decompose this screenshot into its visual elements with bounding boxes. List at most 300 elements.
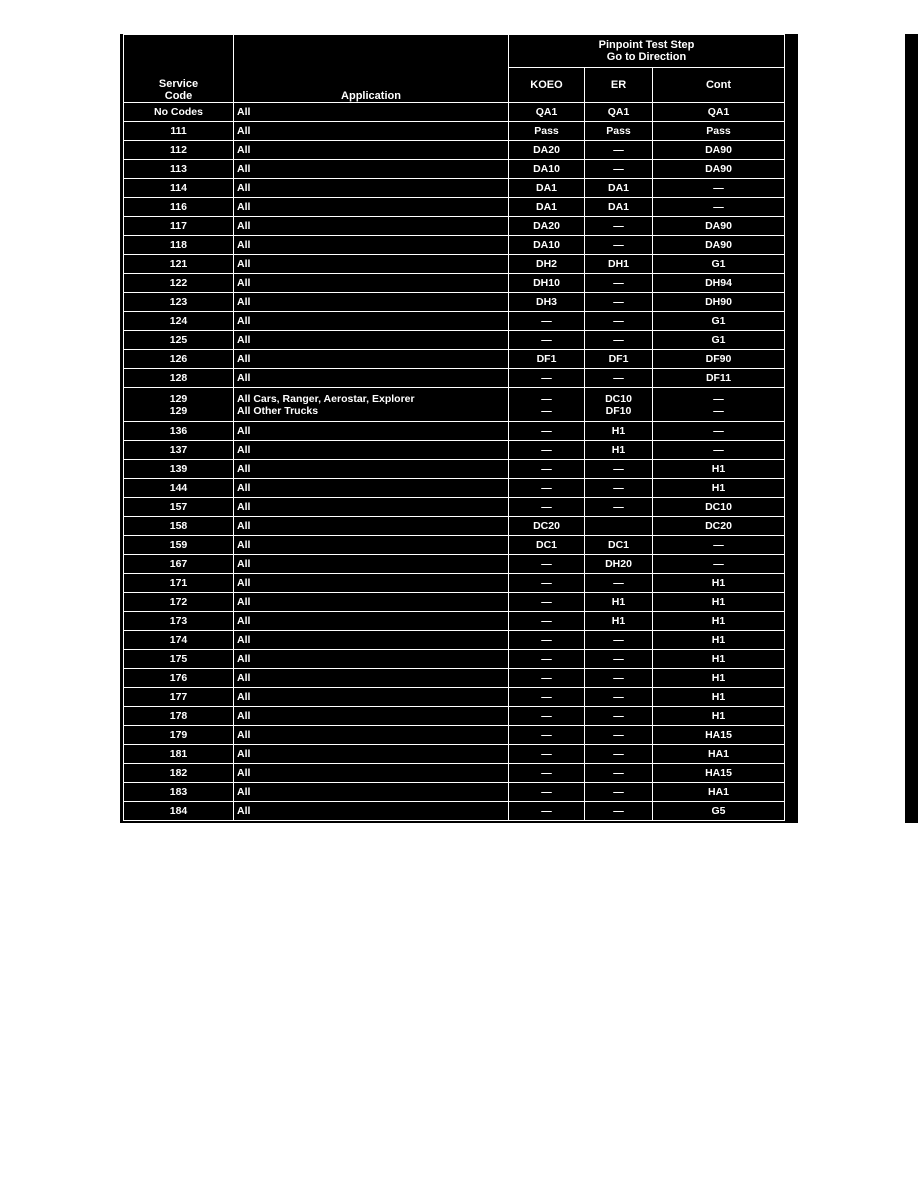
application-cell [234, 350, 509, 369]
cont-cell [653, 103, 785, 122]
cell-text: All [237, 691, 251, 703]
application-cell [234, 631, 509, 650]
service-code-cell [124, 255, 234, 274]
cell-text: HA1 [707, 748, 729, 760]
application-cell [234, 764, 509, 783]
cell-text: H1 [711, 653, 726, 665]
koeo-cell [509, 422, 585, 441]
service-code-cell [124, 350, 234, 369]
cell-text: — [613, 163, 624, 175]
application-cell [234, 593, 509, 612]
cell-text: — [613, 691, 624, 703]
header-group-line-2: Go to Direction [606, 51, 687, 63]
koeo-cell [509, 593, 585, 612]
er-cell [585, 593, 653, 612]
table-row [124, 160, 785, 179]
cell-text: H1 [611, 596, 626, 608]
service-code-cell [124, 498, 234, 517]
cell-text: 112 [170, 144, 187, 156]
service-code-cell [124, 479, 234, 498]
cell-text: DF10 [605, 404, 632, 417]
table-row [124, 707, 785, 726]
cell-text: 117 [170, 220, 187, 232]
service-code-cell [124, 141, 234, 160]
cont-cell [653, 555, 785, 574]
cell-text: All [237, 634, 251, 646]
cell-text: — [613, 501, 624, 513]
cell-text: — [541, 315, 552, 327]
cont-cell [653, 498, 785, 517]
header-er-label: ER [610, 79, 627, 91]
cell-text: — [541, 404, 552, 417]
cell-text: G1 [711, 258, 726, 270]
header-er [585, 68, 653, 103]
er-cell [585, 312, 653, 331]
cell-text: — [613, 220, 624, 232]
application-cell [234, 198, 509, 217]
cell-text: H1 [711, 634, 726, 646]
koeo-cell [509, 479, 585, 498]
application-cell [234, 388, 509, 422]
service-code-cell [124, 650, 234, 669]
cell-text: DH1 [607, 258, 629, 270]
service-code-cell [124, 631, 234, 650]
cell-text: — [613, 710, 624, 722]
cell-text: DA90 [705, 144, 732, 156]
cell-text: All Other Trucks [237, 404, 319, 417]
cell-text: — [541, 392, 552, 405]
cont-cell [653, 745, 785, 764]
cell-text: HA15 [705, 767, 732, 779]
koeo-cell [509, 612, 585, 631]
cell-text: — [541, 482, 552, 494]
cell-text: All [237, 296, 251, 308]
header-cont-label: Cont [705, 79, 732, 91]
cell-text: 124 [169, 315, 188, 327]
cell-text: All [237, 258, 251, 270]
cell-text: DH2 [535, 258, 557, 270]
cell-text: All [237, 520, 251, 532]
header-group-line-1: Pinpoint Test Step [598, 39, 695, 51]
cont-cell [653, 726, 785, 745]
table-row [124, 650, 785, 669]
cell-text: All [237, 334, 251, 346]
koeo-cell [509, 802, 585, 821]
application-cell [234, 103, 509, 122]
cell-text: 129 [169, 392, 188, 405]
cell-text: 171 [169, 577, 188, 589]
table-row [124, 460, 785, 479]
service-code-cell [124, 198, 234, 217]
cell-text: All [237, 353, 251, 365]
cont-cell [653, 312, 785, 331]
cell-text: DH20 [605, 558, 632, 570]
cell-text: DA20 [533, 220, 560, 232]
table-row [124, 103, 785, 122]
service-code-table [123, 34, 785, 821]
cell-text: 111 [170, 125, 187, 137]
er-cell [585, 745, 653, 764]
cell-text: 181 [169, 748, 188, 760]
service-code-cell [124, 103, 234, 122]
koeo-cell [509, 179, 585, 198]
cell-text: 113 [170, 163, 187, 175]
cell-text: — [541, 501, 552, 513]
service-code-cell [124, 441, 234, 460]
cell-text: All [237, 315, 251, 327]
cell-text: — [613, 315, 624, 327]
cell-text: — [541, 710, 552, 722]
cell-text: — [613, 577, 624, 589]
cell-text: HA15 [705, 729, 732, 741]
header-service-code [124, 35, 234, 103]
cell-text: H1 [711, 482, 726, 494]
cell-text: 173 [169, 615, 188, 627]
table-row [124, 388, 785, 422]
cont-cell [653, 350, 785, 369]
er-cell [585, 422, 653, 441]
cell-text: — [613, 805, 624, 817]
cell-text: — [541, 334, 552, 346]
table-row [124, 517, 785, 536]
cell-text: — [613, 296, 624, 308]
table-row [124, 783, 785, 802]
application-cell [234, 536, 509, 555]
table-row [124, 331, 785, 350]
cell-text: — [613, 634, 624, 646]
cell-text: — [541, 748, 552, 760]
application-cell [234, 141, 509, 160]
cont-cell [653, 764, 785, 783]
cell-text: All [237, 767, 251, 779]
cell-text: Pass [706, 125, 731, 137]
cell-text: H1 [711, 710, 726, 722]
cell-text: H1 [711, 672, 726, 684]
cont-cell [653, 255, 785, 274]
table-row [124, 293, 785, 312]
cell-text: DC1 [607, 539, 629, 551]
cell-text: All [237, 748, 251, 760]
er-cell [585, 631, 653, 650]
application-cell [234, 726, 509, 745]
cell-text: DA1 [607, 201, 629, 213]
cell-text: — [541, 653, 552, 665]
cont-cell [653, 707, 785, 726]
cell-text: All [237, 577, 251, 589]
table-row [124, 479, 785, 498]
er-cell [585, 783, 653, 802]
service-code-cell [124, 369, 234, 388]
cont-cell [653, 650, 785, 669]
table-row [124, 274, 785, 293]
cell-text: — [541, 444, 552, 456]
cell-text: 125 [169, 334, 188, 346]
header-koeo-label: KOEO [530, 79, 563, 91]
cell-text: 121 [169, 258, 188, 270]
cell-text: All [237, 786, 251, 798]
application-cell [234, 669, 509, 688]
cell-text: H1 [611, 444, 626, 456]
cell-text: 177 [169, 691, 188, 703]
cont-cell [653, 783, 785, 802]
cell-text: All [237, 425, 251, 437]
application-cell [234, 460, 509, 479]
cell-text: 136 [169, 425, 188, 437]
table-row [124, 555, 785, 574]
cell-text: DC20 [533, 520, 560, 532]
service-code-cell [124, 236, 234, 255]
cell-text: — [613, 144, 624, 156]
service-code-cell [124, 274, 234, 293]
cell-text: All [237, 805, 251, 817]
cell-text: 184 [169, 805, 188, 817]
cell-text: — [613, 653, 624, 665]
cell-text: 122 [169, 277, 188, 289]
cont-cell [653, 631, 785, 650]
table-row [124, 669, 785, 688]
cell-text: 129 [169, 404, 188, 417]
application-cell [234, 160, 509, 179]
application-cell [234, 707, 509, 726]
service-code-cell [124, 388, 234, 422]
table-row [124, 593, 785, 612]
service-code-cell [124, 517, 234, 536]
service-code-cell [124, 669, 234, 688]
cell-text: All [237, 729, 251, 741]
koeo-cell [509, 160, 585, 179]
cont-cell [653, 479, 785, 498]
application-cell [234, 293, 509, 312]
cell-text: — [713, 404, 724, 417]
cell-text: — [541, 691, 552, 703]
cell-text: H1 [711, 577, 726, 589]
service-code-cell [124, 745, 234, 764]
koeo-cell [509, 688, 585, 707]
cell-text: All [237, 615, 251, 627]
er-cell [585, 517, 653, 536]
cell-text: Pass [534, 125, 559, 137]
cell-text: DF11 [705, 372, 732, 384]
er-cell [585, 179, 653, 198]
koeo-cell [509, 669, 585, 688]
table-row [124, 802, 785, 821]
koeo-cell [509, 388, 585, 422]
cell-text: — [713, 539, 724, 551]
application-cell [234, 369, 509, 388]
cont-cell [653, 441, 785, 460]
er-cell [585, 217, 653, 236]
er-cell [585, 198, 653, 217]
cell-text: 116 [170, 201, 187, 213]
cont-cell [653, 517, 785, 536]
service-code-cell [124, 707, 234, 726]
application-cell [234, 274, 509, 293]
er-cell [585, 236, 653, 255]
table-row [124, 764, 785, 783]
cell-text: All [237, 501, 251, 513]
er-cell [585, 274, 653, 293]
table-row [124, 122, 785, 141]
er-cell [585, 498, 653, 517]
cont-cell [653, 802, 785, 821]
service-code-cell [124, 688, 234, 707]
table-row [124, 350, 785, 369]
table-row [124, 612, 785, 631]
koeo-cell [509, 783, 585, 802]
er-cell [585, 650, 653, 669]
table-header [124, 35, 785, 103]
koeo-cell [509, 293, 585, 312]
cell-text: 126 [169, 353, 188, 365]
table-row [124, 574, 785, 593]
application-cell [234, 745, 509, 764]
er-cell [585, 555, 653, 574]
table-row [124, 631, 785, 650]
koeo-cell [509, 198, 585, 217]
cell-text: 172 [169, 596, 188, 608]
er-cell [585, 388, 653, 422]
cell-text: 128 [169, 372, 188, 384]
cell-text: — [613, 334, 624, 346]
table-row [124, 441, 785, 460]
cont-cell [653, 236, 785, 255]
cont-cell [653, 217, 785, 236]
cell-text: — [541, 463, 552, 475]
service-code-cell [124, 217, 234, 236]
cell-text: — [713, 201, 724, 213]
koeo-cell [509, 236, 585, 255]
er-cell [585, 141, 653, 160]
er-cell [585, 293, 653, 312]
cell-text: — [613, 463, 624, 475]
cell-text: G1 [711, 334, 726, 346]
service-code-cell [124, 293, 234, 312]
table-row [124, 688, 785, 707]
application-cell [234, 574, 509, 593]
header-service-code-line-1: Service [158, 78, 199, 90]
service-code-cell [124, 593, 234, 612]
er-cell [585, 331, 653, 350]
table-row [124, 236, 785, 255]
er-cell [585, 669, 653, 688]
cell-text: DH10 [533, 277, 560, 289]
cell-text: All [237, 558, 251, 570]
service-code-cell [124, 179, 234, 198]
cont-cell [653, 669, 785, 688]
cont-cell [653, 122, 785, 141]
cell-text: — [541, 372, 552, 384]
application-cell [234, 217, 509, 236]
koeo-cell [509, 745, 585, 764]
er-cell [585, 460, 653, 479]
koeo-cell [509, 726, 585, 745]
cell-text: Pass [606, 125, 631, 137]
cell-text: DC1 [535, 539, 557, 551]
cell-text: — [613, 748, 624, 760]
cell-text: — [613, 672, 624, 684]
application-cell [234, 441, 509, 460]
application-cell [234, 783, 509, 802]
application-cell [234, 331, 509, 350]
service-code-cell [124, 555, 234, 574]
cell-text: All [237, 539, 251, 551]
cell-text: — [613, 239, 624, 251]
cell-text: All [237, 182, 251, 194]
er-cell [585, 726, 653, 745]
application-cell [234, 802, 509, 821]
cell-text: 114 [170, 182, 187, 194]
cell-text: DA90 [705, 163, 732, 175]
cont-cell [653, 179, 785, 198]
cell-text: All [237, 596, 251, 608]
koeo-cell [509, 555, 585, 574]
table-body [124, 103, 785, 821]
koeo-cell [509, 350, 585, 369]
service-code-cell [124, 764, 234, 783]
cell-text: DC10 [605, 392, 632, 405]
cell-text: 174 [169, 634, 188, 646]
cont-cell [653, 293, 785, 312]
service-code-cell [124, 460, 234, 479]
cont-cell [653, 460, 785, 479]
cell-text: DA1 [607, 182, 629, 194]
table-row [124, 217, 785, 236]
cell-text: All [237, 672, 251, 684]
cell-text: 182 [169, 767, 188, 779]
cell-text: — [713, 558, 724, 570]
table-row [124, 141, 785, 160]
cell-text: DH94 [705, 277, 732, 289]
cell-text: — [541, 615, 552, 627]
cell-text: — [613, 767, 624, 779]
cell-text: — [541, 767, 552, 779]
er-cell [585, 802, 653, 821]
application-cell [234, 612, 509, 631]
cell-text: — [713, 392, 724, 405]
cont-cell [653, 369, 785, 388]
service-code-cell [124, 312, 234, 331]
cell-text: All [237, 653, 251, 665]
service-code-cell [124, 802, 234, 821]
koeo-cell [509, 122, 585, 141]
koeo-cell [509, 217, 585, 236]
cell-text: 175 [169, 653, 188, 665]
cell-text: H1 [711, 596, 726, 608]
cont-cell [653, 198, 785, 217]
application-cell [234, 122, 509, 141]
koeo-cell [509, 460, 585, 479]
cont-cell [653, 574, 785, 593]
application-cell [234, 422, 509, 441]
cell-text: — [713, 425, 724, 437]
header-application-label: Application [341, 90, 401, 102]
cont-cell [653, 688, 785, 707]
er-cell [585, 574, 653, 593]
service-code-cell [124, 783, 234, 802]
koeo-cell [509, 331, 585, 350]
table-row [124, 255, 785, 274]
cell-text: — [613, 277, 624, 289]
er-cell [585, 103, 653, 122]
er-cell [585, 764, 653, 783]
cont-cell [653, 422, 785, 441]
cell-text: QA1 [707, 106, 730, 118]
cell-text: DH90 [705, 296, 732, 308]
cell-text: — [613, 786, 624, 798]
cell-text: DA1 [535, 201, 557, 213]
cell-text: 176 [169, 672, 188, 684]
er-cell [585, 255, 653, 274]
